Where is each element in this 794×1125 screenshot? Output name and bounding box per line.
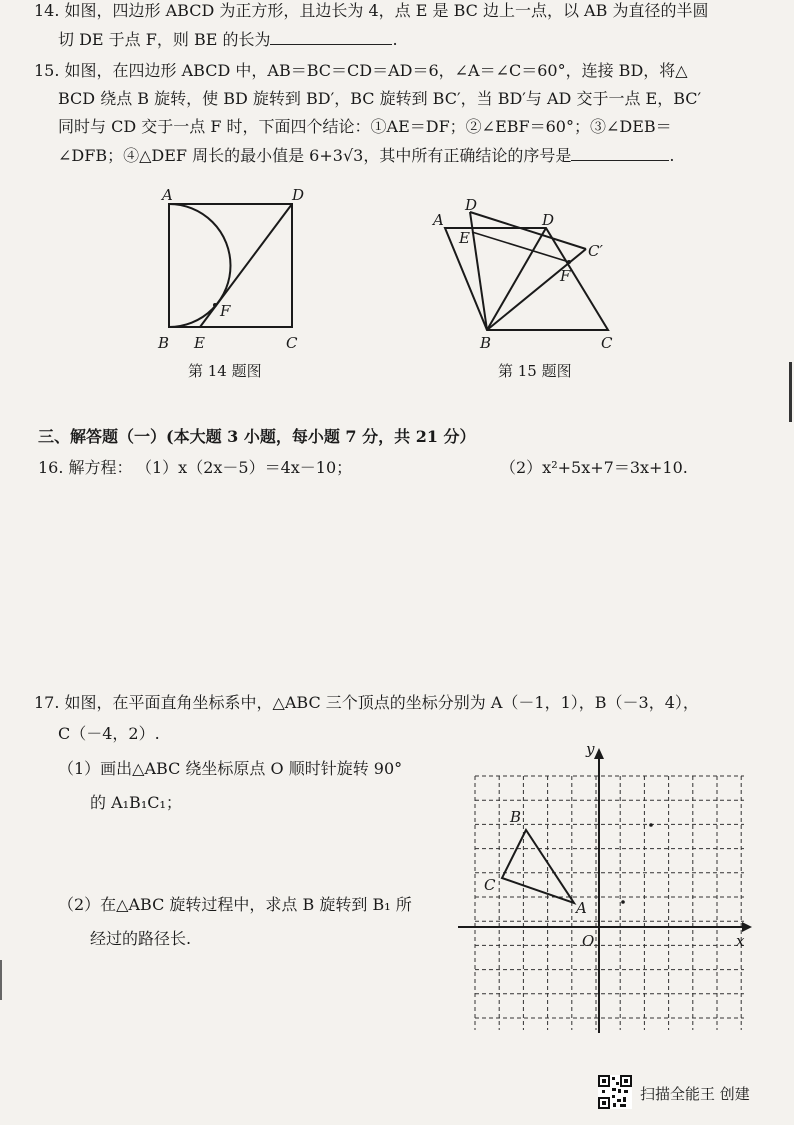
- segment-bd-prime: [470, 212, 487, 330]
- y-axis-arrow-icon: [594, 748, 604, 759]
- q14-line2-end: .: [392, 30, 398, 49]
- q15-line1: 15. 如图，在四边形 ABCD 中，AB＝BC＝CD＝AD＝6，∠A＝∠C＝60°，连接 BD，将△: [34, 61, 688, 80]
- q17-part2-line2: 经过的路径长.: [90, 929, 192, 948]
- label-f: F: [560, 267, 571, 285]
- label-b: B: [510, 808, 522, 826]
- label-d: D: [292, 186, 305, 204]
- point-f: [213, 303, 217, 307]
- q17-part1-line2: 的 A₁B₁C₁；: [90, 793, 182, 812]
- coordinate-grid: [450, 738, 760, 1038]
- x-axis-label: x: [736, 932, 745, 950]
- q16-part2: （2）x²+5x+7＝3x+10.: [500, 458, 688, 477]
- q16-part1: （1）x（2x－5）＝4x－10；: [136, 458, 353, 477]
- q17-line2: C（－4，2）.: [58, 724, 160, 743]
- q16-label: 16. 解方程：: [38, 458, 133, 477]
- label-d: D: [542, 211, 555, 229]
- scan-edge-mark: [789, 362, 792, 422]
- figure-15: [425, 192, 625, 352]
- q15-answer-blank[interactable]: [571, 144, 669, 161]
- footer-watermark-text: 扫描全能王 创建: [640, 1085, 750, 1103]
- label-e: E: [194, 334, 205, 352]
- y-axis-label: y: [586, 740, 595, 758]
- q15-line2: BCD 绕点 B 旋转，使 BD 旋转到 BD′，BC 旋转到 BC′，当 BD′与 AD 交于一点 E，BC′: [58, 89, 702, 108]
- label-b: B: [480, 334, 492, 352]
- marker-dot: [649, 823, 653, 827]
- x-axis-arrow-icon: [742, 922, 752, 932]
- triangle-abc: [502, 830, 574, 903]
- q14-line1: 14. 如图，四边形 ABCD 为正方形，且边长为 4，点 E 是 BC 边上一点，以 AB 为直径的半圆: [34, 1, 709, 20]
- label-c: C: [484, 876, 496, 894]
- segment-d-prime-c-prime: [470, 212, 586, 249]
- label-c-prime: C′: [588, 242, 603, 260]
- sqrt-three: √3: [342, 146, 364, 165]
- label-e: E: [459, 229, 470, 247]
- section-3-title: 三、解答题（一）(本大题 3 小题，每小题 7 分，共 21 分）: [38, 427, 476, 446]
- label-f: F: [220, 302, 231, 320]
- q15-line4-end: .: [669, 146, 675, 165]
- label-a: A: [162, 186, 173, 204]
- q17-part2-line1: （2）在△ABC 旋转过程中，求点 B 旋转到 B₁ 所: [58, 895, 412, 914]
- figure-14-caption: 第 14 题图: [188, 362, 262, 380]
- marker-dot: [621, 900, 625, 904]
- origin-label: O: [582, 932, 595, 950]
- label-d-prime: D: [465, 196, 478, 214]
- label-c: C: [601, 334, 613, 352]
- segment-bc-prime: [487, 249, 586, 330]
- point-f: [567, 260, 571, 264]
- q15-line4-text-b: ，其中所有正确结论的序号是: [363, 146, 572, 165]
- label-b: B: [158, 334, 170, 352]
- segment-ef: [472, 232, 569, 262]
- q14-line2: [58, 28, 398, 51]
- q14-answer-blank[interactable]: [270, 28, 392, 45]
- scan-edge-mark: [0, 960, 2, 1000]
- figure-15-caption: 第 15 题图: [498, 362, 572, 380]
- q15-line4: [58, 144, 674, 167]
- label-c: C: [286, 334, 298, 352]
- label-a: A: [576, 899, 587, 917]
- q15-line4-text: ∠DFB；④△DEF 周长的最小值是 6+3: [58, 146, 343, 165]
- q17-part1-line1: （1）画出△ABC 绕坐标原点 O 顺时针旋转 90°: [58, 759, 403, 778]
- q17-line1: 17. 如图，在平面直角坐标系中，△ABC 三个顶点的坐标分别为 A（－1，1），B（－3，4），: [34, 693, 699, 712]
- figure-14: [150, 184, 310, 359]
- q14-line2-text: 切 DE 于点 F，则 BE 的长为: [58, 30, 271, 49]
- label-a: A: [433, 211, 444, 229]
- segment-bd: [487, 228, 546, 330]
- qr-code-icon: [598, 1075, 632, 1109]
- q15-line3: 同时与 CD 交于一点 F 时，下面四个结论：①AE＝DF；②∠EBF＝60°；③∠DEB＝: [58, 117, 672, 136]
